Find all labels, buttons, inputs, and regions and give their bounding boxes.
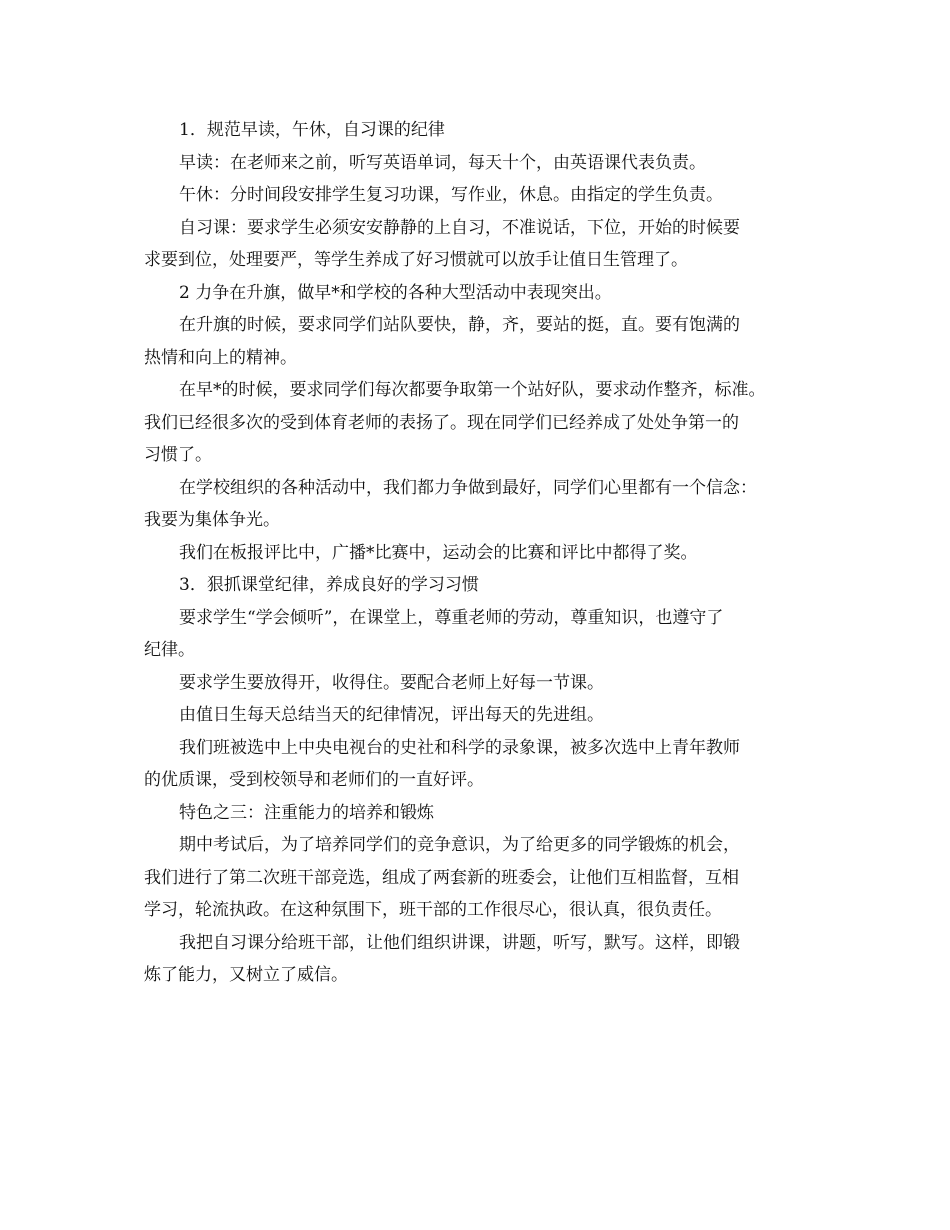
paragraph-continuation-line: 求要到位，处理要严，等学生养成了好习惯就可以放手让值日生管理了。 — [144, 250, 688, 270]
paragraph-first-line: 自习课：要求学生必须安安静静的上自习，不准说话，下位，开始的时候要 — [179, 217, 740, 238]
paragraph-first-line: 我们班被选中上中央电视台的史社和科学的录象课，被多次选中上青年教师 — [179, 737, 740, 758]
paragraph-first-line: 3．狠抓课堂纪律，养成良好的学习习惯 — [179, 575, 479, 595]
paragraph-first-line: 2 力争在升旗，做早*和学校的各种大型活动中表现突出。 — [179, 282, 612, 303]
paragraph-first-line: 特色之三：注重能力的培养和锻炼 — [179, 802, 434, 823]
paragraph-continuation-line: 的优质课，受到校领导和老师们的一直好评。 — [144, 770, 484, 790]
paragraph-continuation-line: 学习，轮流执政。在这种氛围下，班干部的工作很尽心，很认真，很负责任。 — [144, 900, 722, 920]
paragraph-continuation-line: 我们进行了第二次班干部竞选，组成了两套新的班委会，让他们互相监督，互相 — [144, 867, 739, 888]
paragraph-first-line: 在早*的时候，要求同学们每次都要争取第一个站好队，要求动作整齐，标准。 — [179, 380, 766, 400]
paragraph-first-line: 1．规范早读，午休，自习课的纪律 — [179, 120, 445, 140]
paragraph-first-line: 我把自习课分给班干部，让他们组织讲课，讲题，听写，默写。这样，即锻 — [179, 932, 740, 953]
paragraph-first-line: 要求学生要放得开，收得住。要配合老师上好每一节课。 — [179, 672, 604, 693]
paragraph-continuation-line: 我要为集体争光。 — [144, 510, 280, 530]
paragraph-continuation-line: 习惯了。 — [144, 445, 212, 465]
paragraph-continuation-line: 纪律。 — [144, 640, 195, 660]
paragraph-first-line: 我们在板报评比中，广播*比赛中，运动会的比赛和评比中都得了奖。 — [179, 542, 698, 563]
document-body — [144, 114, 824, 992]
paragraph-first-line: 早读：在老师来之前，听写英语单词，每天十个，由英语课代表负责。 — [179, 152, 706, 173]
paragraph-first-line: 午休：分时间段安排学生复习功课，写作业，休息。由指定的学生负责。 — [179, 185, 723, 205]
paragraph-first-line: 在升旗的时候，要求同学们站队要快，静，齐，要站的挺，直。要有饱满的 — [179, 315, 740, 335]
paragraph-first-line: 由值日生每天总结当天的纪律情况，评出每天的先进组。 — [179, 705, 604, 725]
paragraph-continuation-line: 炼了能力，又树立了威信。 — [144, 965, 348, 985]
paragraph-first-line: 期中考试后，为了培养同学们的竞争意识，为了给更多的同学锻炼的机会， — [179, 835, 740, 855]
paragraph-first-line: 在学校组织的各种活动中，我们都力争做到最好，同学们心里都有一个信念： — [179, 477, 757, 498]
paragraph-continuation-line: 热情和向上的精神。 — [144, 347, 297, 368]
paragraph-first-line: 要求学生“学会倾听”，在课堂上，尊重老师的劳动，尊重知识，也遵守了 — [179, 607, 724, 628]
paragraph-continuation-line: 我们已经很多次的受到体育老师的表扬了。现在同学们已经养成了处处争第一的 — [144, 412, 739, 433]
